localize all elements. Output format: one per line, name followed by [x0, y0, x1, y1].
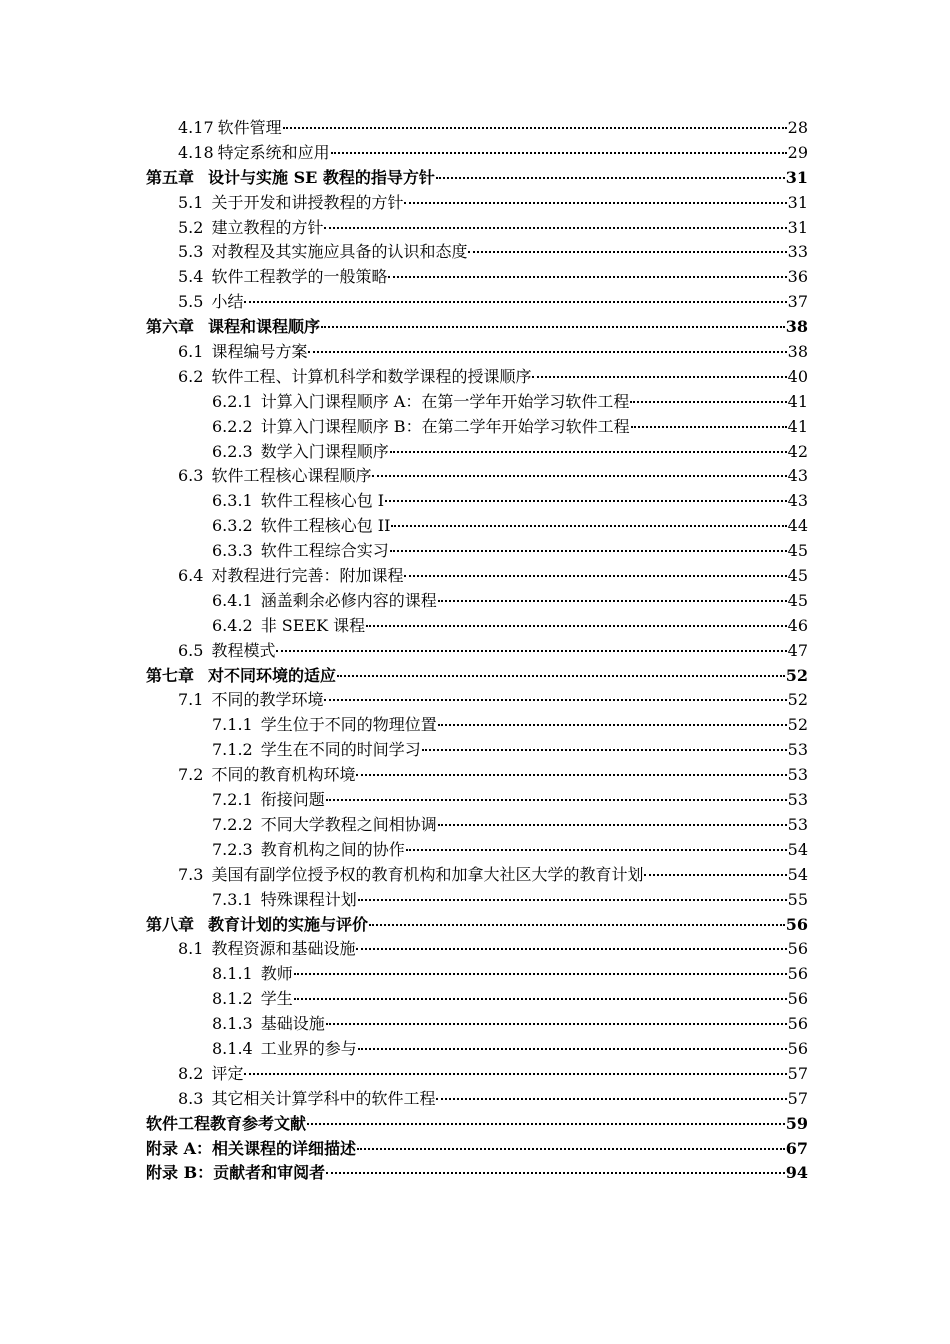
toc-entry-label	[178, 937, 355, 962]
toc-entry-title: 软件工程教育参考文献	[146, 1113, 307, 1133]
toc-chapter-entry[interactable]	[146, 1112, 808, 1137]
toc-dot-leader	[438, 599, 787, 602]
toc-entry-title: 教师	[260, 964, 293, 984]
toc-entry-label	[178, 216, 323, 241]
toc-entry-label	[146, 166, 435, 191]
toc-entry-number: 7.2	[178, 765, 204, 785]
toc-section-entry[interactable]	[146, 340, 808, 365]
toc-entry-title: 计算入门课程顺序 B：在第二学年开始学习软件工程	[260, 416, 630, 436]
toc-entry-title: 非 SEEK 课程	[260, 615, 366, 635]
toc-page-number: 53	[787, 765, 808, 785]
toc-page-number: 56	[787, 964, 808, 984]
toc-entry-title: 设计与实施 SE 教程的指导方针	[208, 167, 435, 187]
toc-entry-label	[212, 713, 437, 738]
toc-section-entry[interactable]	[146, 937, 808, 962]
toc-page-number: 31	[787, 192, 808, 212]
toc-entry-label	[212, 987, 293, 1012]
toc-dot-leader	[358, 1047, 787, 1050]
toc-dot-leader	[357, 1147, 785, 1150]
toc-subsection-entry[interactable]	[146, 589, 808, 614]
toc-dot-leader	[438, 723, 787, 726]
toc-entry-label	[178, 564, 403, 589]
toc-entry-title: 特定系统和应用	[217, 142, 330, 162]
toc-page-number: 45	[787, 590, 808, 610]
toc-dot-leader	[385, 499, 787, 502]
toc-entry-title: 软件工程核心包 I	[260, 491, 385, 511]
toc-page-number: 59	[785, 1113, 808, 1133]
toc-entry-number: 4.17	[178, 118, 214, 137]
toc-page-number: 56	[787, 1038, 808, 1058]
toc-entry-number: 7.3.1	[212, 889, 253, 909]
toc-entry-label	[146, 315, 320, 340]
toc-chapter-entry[interactable]	[146, 315, 808, 340]
toc-page-number: 52	[785, 665, 808, 685]
toc-entry-title: 教程资源和基础设施	[211, 939, 356, 959]
toc-entry-title: 课程编号方案	[211, 342, 308, 362]
toc-dot-leader	[294, 972, 787, 975]
toc-page-number: 28	[787, 118, 808, 137]
toc-entry-label	[178, 1062, 243, 1087]
toc-dot-leader	[468, 250, 786, 253]
toc-entry-number: 8.1.3	[212, 1014, 253, 1034]
toc-page-number: 43	[787, 466, 808, 486]
toc-dot-leader	[244, 300, 786, 303]
toc-entry-number: 8.1.2	[212, 989, 253, 1009]
toc-chapter-entry[interactable]	[146, 913, 808, 938]
toc-dot-leader	[369, 923, 785, 926]
toc-entry-title: 教育计划的实施与评价	[208, 914, 369, 934]
toc-page-number: 44	[787, 516, 808, 536]
toc-entry-title: 关于开发和讲授教程的方针	[211, 192, 404, 212]
toc-entry-label	[178, 290, 243, 315]
toc-dot-leader	[644, 873, 786, 876]
toc-entry-title: 学生位于不同的物理位置	[260, 715, 437, 735]
toc-subsection-entry[interactable]	[146, 514, 808, 539]
toc-subsection-entry[interactable]	[146, 888, 808, 913]
toc-entry-title: 对不同环境的适应	[208, 665, 337, 685]
table-of-contents	[146, 116, 808, 1186]
toc-entry-number: 5.1	[178, 192, 204, 212]
toc-page-number: 29	[787, 142, 808, 162]
toc-entry-label	[212, 838, 405, 863]
toc-entry-label	[178, 639, 275, 664]
toc-dot-leader	[438, 823, 787, 826]
toc-dot-leader	[307, 1122, 785, 1125]
toc-entry-label	[178, 265, 387, 290]
toc-dot-leader	[244, 1072, 786, 1075]
toc-subsection-entry[interactable]	[146, 440, 808, 465]
toc-page-number: 54	[787, 839, 808, 859]
toc-dot-leader	[294, 997, 787, 1000]
toc-entry-number: 8.3	[178, 1088, 204, 1108]
toc-section-entry[interactable]	[146, 1087, 808, 1112]
toc-entry-number: 第七章	[146, 665, 195, 685]
toc-page-number: 56	[787, 939, 808, 959]
toc-entry-title: 教程模式	[211, 640, 276, 660]
toc-page-number: 41	[787, 416, 808, 436]
toc-entry-number: 6.5	[178, 640, 204, 660]
toc-dot-leader	[326, 798, 787, 801]
toc-section-entry[interactable]	[146, 365, 808, 390]
toc-entry-label	[146, 1161, 325, 1186]
toc-page-number: 33	[787, 242, 808, 262]
toc-entry-title: 不同的教学环境	[211, 690, 324, 710]
toc-dot-leader	[331, 151, 787, 154]
toc-page-number: 55	[787, 889, 808, 909]
toc-entry-label	[212, 788, 325, 813]
toc-chapter-entry[interactable]	[146, 1137, 808, 1162]
toc-entry-title: 附录 A：相关课程的详细描述	[146, 1138, 356, 1158]
toc-dot-leader	[356, 947, 786, 950]
toc-entry-label	[212, 962, 293, 987]
toc-page-number: 52	[787, 690, 808, 710]
toc-subsection-entry[interactable]	[146, 987, 808, 1012]
toc-dot-leader	[436, 176, 785, 179]
toc-page-number: 47	[787, 640, 808, 660]
toc-entry-number: 8.1	[178, 939, 204, 959]
toc-section-entry[interactable]	[146, 216, 808, 241]
toc-dot-leader	[321, 325, 785, 328]
toc-section-entry[interactable]	[146, 763, 808, 788]
toc-dot-leader	[532, 375, 786, 378]
toc-entry-label	[178, 141, 330, 166]
toc-dot-leader	[356, 773, 786, 776]
toc-dot-leader	[324, 698, 786, 701]
toc-entry-number: 6.4.1	[212, 590, 253, 610]
toc-entry-number: 7.1.2	[212, 740, 253, 760]
toc-entry-number: 第六章	[146, 317, 195, 337]
toc-dot-leader	[324, 226, 786, 229]
toc-entry-number: 7.1.1	[212, 715, 253, 735]
toc-entry-label	[178, 1087, 435, 1112]
toc-page-number: 36	[787, 267, 808, 287]
toc-page-number: 42	[787, 441, 808, 461]
toc-subsection-entry[interactable]	[146, 788, 808, 813]
toc-entry-title: 软件管理	[217, 118, 282, 137]
toc-entry-label	[212, 514, 390, 539]
toc-entry-label	[178, 191, 403, 216]
toc-section-entry[interactable]	[146, 240, 808, 265]
toc-page-number: 53	[787, 790, 808, 810]
toc-entry-label	[178, 240, 467, 265]
toc-page-number: 57	[787, 1088, 808, 1108]
toc-entry-number: 7.1	[178, 690, 204, 710]
toc-entry-number: 4.18	[178, 142, 214, 162]
toc-entry-title: 不同大学教程之间相协调	[260, 814, 437, 834]
toc-entry-number: 7.2.3	[212, 839, 253, 859]
toc-entry-title: 基础设施	[260, 1014, 325, 1034]
toc-entry-label	[212, 813, 437, 838]
toc-dot-leader	[366, 624, 786, 627]
toc-page-number: 67	[785, 1138, 808, 1158]
toc-dot-leader	[404, 201, 786, 204]
toc-entry-number: 5.3	[178, 242, 204, 262]
toc-entry-label	[212, 1037, 357, 1062]
toc-entry-title: 学生在不同的时间学习	[260, 740, 421, 760]
toc-section-entry[interactable]	[146, 863, 808, 888]
toc-entry-title: 建立教程的方针	[211, 217, 324, 237]
toc-dot-leader	[406, 848, 787, 851]
toc-chapter-entry[interactable]	[146, 1161, 808, 1186]
toc-entry-title: 小结	[211, 292, 244, 312]
toc-entry-label	[178, 863, 643, 888]
toc-entry-title: 美国有副学位授予权的教育机构和加拿大社区大学的教育计划	[211, 864, 644, 884]
toc-dot-leader	[630, 400, 786, 403]
toc-entry-number: 5.4	[178, 267, 204, 287]
toc-entry-number: 6.4.2	[212, 615, 253, 635]
toc-entry-label	[212, 390, 629, 415]
toc-entry-title: 软件工程综合实习	[260, 541, 389, 561]
toc-entry-label	[212, 738, 421, 763]
toc-section-entry[interactable]	[146, 1062, 808, 1087]
toc-entry-number: 8.2	[178, 1063, 204, 1083]
toc-entry-title: 衔接问题	[260, 790, 325, 810]
toc-entry-label	[178, 116, 282, 141]
toc-entry-label	[146, 1137, 356, 1162]
toc-entry-label	[212, 589, 437, 614]
toc-subsection-entry[interactable]	[146, 838, 808, 863]
toc-entry-title: 课程和课程顺序	[208, 317, 321, 337]
toc-section-entry[interactable]	[146, 116, 808, 141]
toc-entry-label	[212, 489, 384, 514]
toc-entry-title: 工业界的参与	[260, 1038, 357, 1058]
toc-dot-leader	[390, 549, 787, 552]
toc-page-number: 37	[787, 292, 808, 312]
toc-entry-number: 6.1	[178, 342, 204, 362]
toc-dot-leader	[388, 275, 786, 278]
toc-page-number: 56	[787, 989, 808, 1009]
toc-section-entry[interactable]	[146, 191, 808, 216]
toc-entry-number: 7.2.2	[212, 814, 253, 834]
toc-entry-label	[212, 1012, 325, 1037]
toc-entry-number: 6.2.3	[212, 441, 253, 461]
toc-entry-title: 软件工程核心课程顺序	[211, 466, 372, 486]
toc-entry-number: 6.2.2	[212, 416, 253, 436]
toc-page-number: 52	[787, 715, 808, 735]
toc-dot-leader	[422, 748, 787, 751]
toc-dot-leader	[404, 574, 786, 577]
toc-page-number: 54	[787, 864, 808, 884]
toc-page-number: 53	[787, 740, 808, 760]
toc-dot-leader	[436, 1097, 786, 1100]
toc-entry-label	[178, 365, 531, 390]
toc-chapter-entry[interactable]	[146, 166, 808, 191]
toc-page-number: 56	[787, 1014, 808, 1034]
toc-entry-number: 8.1.4	[212, 1038, 253, 1058]
toc-subsection-entry[interactable]	[146, 813, 808, 838]
toc-entry-title: 涵盖剩余必修内容的课程	[260, 590, 437, 610]
toc-section-entry[interactable]	[146, 265, 808, 290]
toc-section-entry[interactable]	[146, 141, 808, 166]
toc-subsection-entry[interactable]	[146, 614, 808, 639]
toc-dot-leader	[372, 474, 786, 477]
toc-page-number: 38	[787, 342, 808, 362]
toc-page-number: 94	[785, 1163, 808, 1183]
toc-dot-leader	[337, 674, 785, 677]
toc-subsection-entry[interactable]	[146, 1037, 808, 1062]
toc-entry-label	[212, 415, 630, 440]
toc-entry-label	[212, 539, 389, 564]
toc-section-entry[interactable]	[146, 688, 808, 713]
toc-entry-label	[178, 464, 371, 489]
toc-entry-number: 6.3	[178, 466, 204, 486]
toc-entry-number: 6.4	[178, 566, 204, 586]
toc-section-entry[interactable]	[146, 464, 808, 489]
toc-entry-number: 5.2	[178, 217, 204, 237]
toc-entry-title: 软件工程、计算机科学和数学课程的授课顺序	[211, 366, 532, 386]
toc-entry-title: 对教程及其实施应具备的认识和态度	[211, 242, 468, 262]
toc-page-number: 57	[787, 1063, 808, 1083]
toc-entry-label	[146, 913, 368, 938]
toc-page-number: 43	[787, 491, 808, 511]
toc-chapter-entry[interactable]	[146, 664, 808, 689]
toc-subsection-entry[interactable]	[146, 962, 808, 987]
toc-entry-title: 计算入门课程顺序 A：在第一学年开始学习软件工程	[260, 391, 630, 411]
toc-page-number: 45	[787, 541, 808, 561]
toc-dot-leader	[276, 649, 786, 652]
toc-entry-number: 7.3	[178, 864, 204, 884]
toc-dot-leader	[358, 898, 787, 901]
toc-dot-leader	[283, 126, 787, 129]
toc-page-number: 46	[787, 615, 808, 635]
toc-entry-number: 6.2	[178, 366, 204, 386]
toc-entry-number: 6.3.2	[212, 516, 253, 536]
toc-page-number: 45	[787, 566, 808, 586]
toc-entry-number: 8.1.1	[212, 964, 253, 984]
toc-subsection-entry[interactable]	[146, 713, 808, 738]
toc-subsection-entry[interactable]	[146, 390, 808, 415]
toc-page-number: 40	[787, 366, 808, 386]
toc-page-number: 31	[785, 167, 808, 187]
toc-entry-number: 6.3.3	[212, 541, 253, 561]
toc-entry-title: 不同的教育机构环境	[211, 765, 356, 785]
toc-entry-title: 其它相关计算学科中的软件工程	[211, 1088, 436, 1108]
toc-subsection-entry[interactable]	[146, 489, 808, 514]
toc-entry-label	[146, 1112, 306, 1137]
toc-entry-number: 第五章	[146, 167, 195, 187]
toc-subsection-entry[interactable]	[146, 415, 808, 440]
toc-dot-leader	[391, 524, 786, 527]
toc-entry-title: 软件工程教学的一般策略	[211, 267, 388, 287]
toc-page-number: 31	[787, 217, 808, 237]
toc-page-number: 41	[787, 391, 808, 411]
toc-entry-label	[212, 614, 365, 639]
toc-entry-number: 6.2.1	[212, 391, 253, 411]
toc-entry-label	[178, 763, 355, 788]
toc-entry-title: 特殊课程计划	[260, 889, 357, 909]
toc-entry-label	[178, 688, 323, 713]
toc-entry-number: 5.5	[178, 292, 204, 312]
toc-dot-leader	[326, 1022, 787, 1025]
toc-dot-leader	[390, 450, 787, 453]
toc-entry-label	[178, 340, 307, 365]
toc-entry-title: 数学入门课程顺序	[260, 441, 389, 461]
toc-page-number: 53	[787, 814, 808, 834]
toc-dot-leader	[326, 1171, 785, 1174]
toc-subsection-entry[interactable]	[146, 1012, 808, 1037]
toc-entry-label	[146, 664, 336, 689]
toc-entry-number: 第八章	[146, 914, 195, 934]
toc-entry-title: 学生	[260, 989, 293, 1009]
toc-dot-leader	[631, 425, 787, 428]
toc-subsection-entry[interactable]	[146, 738, 808, 763]
toc-entry-title: 附录 B：贡献者和审阅者	[146, 1163, 326, 1183]
toc-subsection-entry[interactable]	[146, 539, 808, 564]
toc-section-entry[interactable]	[146, 290, 808, 315]
toc-section-entry[interactable]	[146, 639, 808, 664]
toc-entry-label	[212, 440, 389, 465]
toc-entry-title: 评定	[211, 1063, 244, 1083]
toc-section-entry[interactable]	[146, 564, 808, 589]
toc-entry-number: 7.2.1	[212, 790, 253, 810]
toc-dot-leader	[308, 350, 786, 353]
toc-entry-title: 软件工程核心包 II	[260, 516, 391, 536]
toc-entry-title: 对教程进行完善：附加课程	[211, 566, 404, 586]
toc-entry-number: 6.3.1	[212, 491, 253, 511]
toc-entry-label	[212, 888, 357, 913]
toc-page-number: 56	[785, 914, 808, 934]
toc-entry-title: 教育机构之间的协作	[260, 839, 405, 859]
toc-page-number: 38	[785, 317, 808, 337]
